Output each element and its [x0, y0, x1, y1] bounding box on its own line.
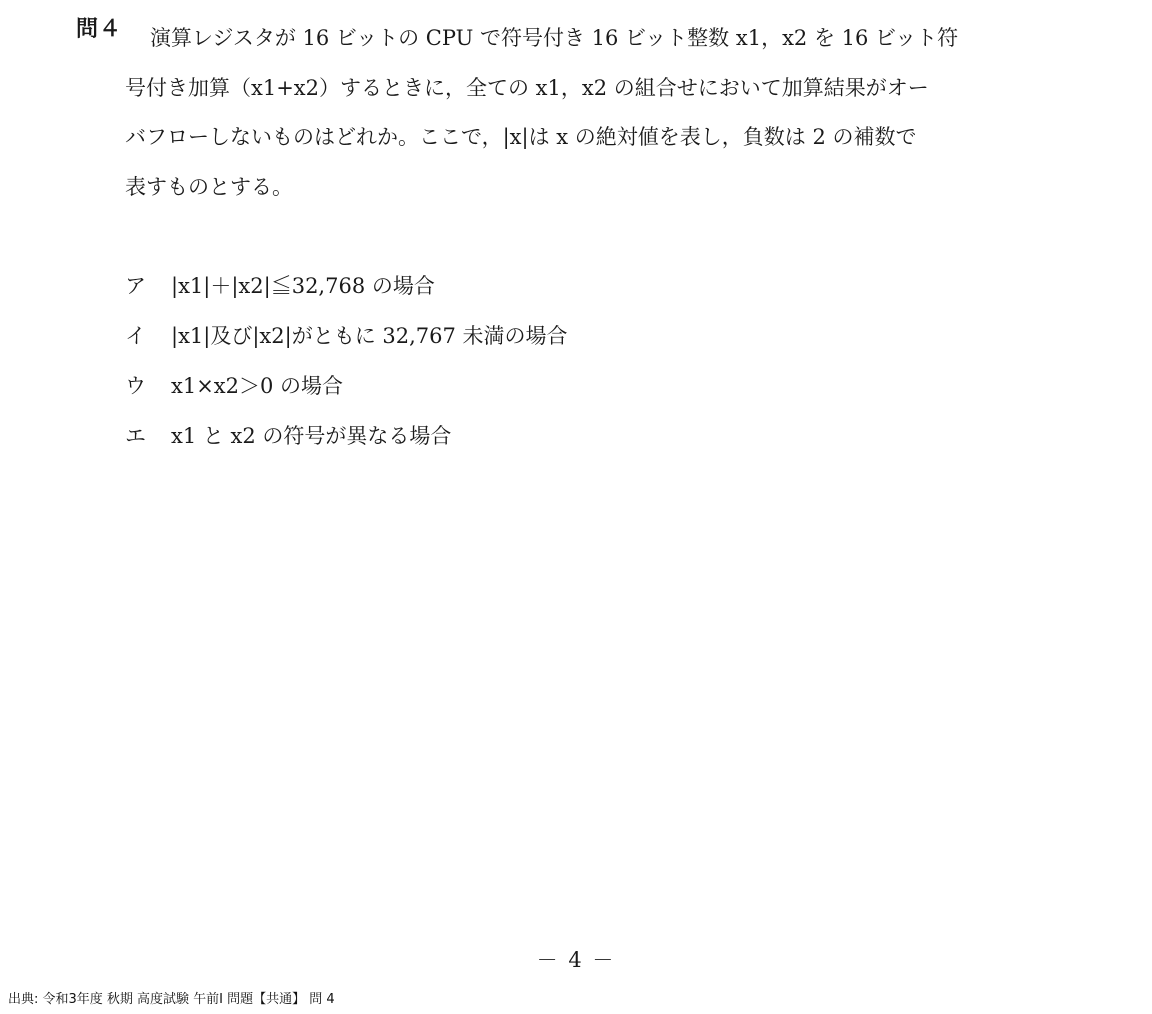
- choice-text: x1×x2＞0 の場合: [171, 374, 344, 398]
- answer-choices: [125, 260, 925, 460]
- choice-label: エ: [125, 424, 146, 448]
- choice-a[interactable]: [125, 260, 925, 310]
- choice-text: x1 と x2 の符号が異なる場合: [171, 424, 452, 448]
- source-caption: 出典: 令和3年度 秋期 高度試験 午前I 問題【共通】 問 4: [8, 992, 335, 1007]
- question-line-3: バフローしないものはどれか。ここで，|x|は x の絶対値を表し，負数は 2 の補数で: [125, 125, 917, 149]
- choice-i[interactable]: [125, 310, 925, 360]
- page-number: － 4 －: [536, 948, 616, 972]
- choice-label: ア: [125, 274, 146, 298]
- choice-u[interactable]: [125, 360, 925, 410]
- choice-e[interactable]: [125, 410, 925, 460]
- choice-label: ウ: [125, 374, 146, 398]
- question-line-2: 号付き加算（x1+x2）するときに，全ての x1，x2 の組合せにおいて加算結果がオー: [125, 75, 929, 100]
- question-number: 問４: [76, 17, 123, 42]
- choice-label: イ: [125, 324, 146, 348]
- question-line-4: 表すものとする。: [125, 174, 293, 199]
- question-line-1: 演算レジスタが 16 ビットの CPU で符号付き 16 ビット整数 x1，x2 を 16 ビット符: [150, 26, 959, 50]
- question-text: [125, 14, 1075, 212]
- choice-text: |x1|＋|x2|≦32,768 の場合: [171, 274, 435, 298]
- choice-text: |x1|及び|x2|がともに 32,767 未満の場合: [171, 324, 568, 348]
